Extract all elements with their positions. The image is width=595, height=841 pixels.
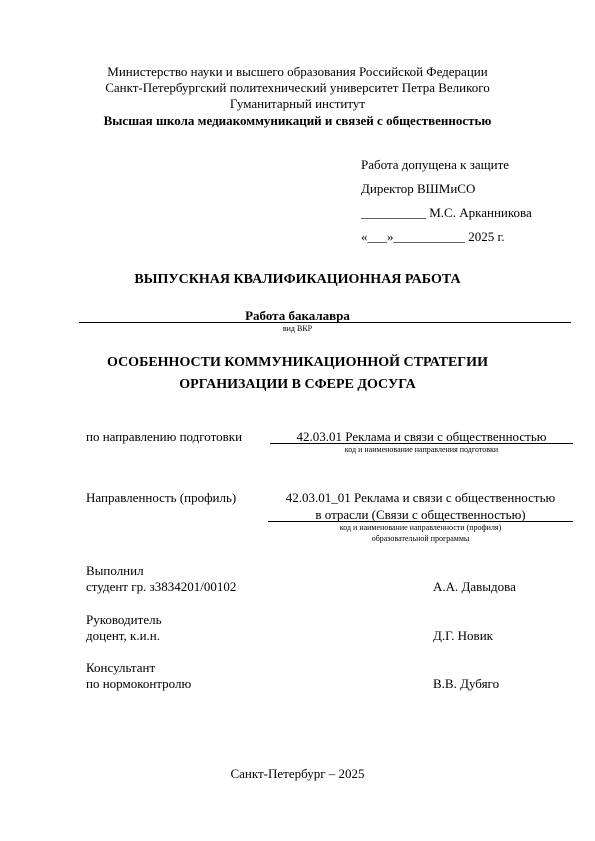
consultant-role: Консультант [86, 660, 156, 675]
consultant-name: В.В. Дубяго [433, 676, 500, 691]
author-group: студент гр. з3834201/00102 [86, 579, 237, 594]
direction-label: по направлению подготовки [86, 429, 243, 444]
topic-line-1: ОСОБЕННОСТИ КОММУНИКАЦИОННОЙ СТРАТЕГИИ [107, 355, 488, 370]
author-name: А.А. Давыдова [433, 579, 516, 594]
approval-signature: __________ М.С. Арканникова [361, 205, 532, 220]
approval-director: Директор ВШМиСО [361, 181, 476, 196]
approval-admitted: Работа допущена к защите [361, 157, 510, 172]
city-year: Санкт-Петербург – 2025 [230, 766, 365, 781]
profile-value-line-2: в отрасли (Связи с общественностью) [315, 507, 526, 522]
supervisor-role: Руководитель [86, 612, 162, 627]
profile-underline [268, 521, 573, 522]
direction-underline [270, 443, 573, 444]
work-type-caption: вид ВКР [282, 324, 313, 333]
topic-line-2: ОРГАНИЗАЦИИ В СФЕРЕ ДОСУГА [179, 377, 416, 392]
profile-caption-line-2: образовательной программы [371, 534, 470, 543]
profile-value-line-1: 42.03.01_01 Реклама и связи с общественностью [285, 490, 556, 505]
supervisor-title: доцент, к.и.н. [86, 628, 160, 643]
university-line: Санкт-Петербургский политехнический университет Петра Великого [105, 80, 490, 95]
school-line: Высшая школа медиакоммуникаций и связей с общественностью [103, 113, 492, 128]
document-title: ВЫПУСКНАЯ КВАЛИФИКАЦИОННАЯ РАБОТА [134, 272, 461, 287]
ministry-line: Министерство науки и высшего образования Российской Федерации [107, 64, 488, 79]
supervisor-name: Д.Г. Новик [433, 628, 493, 643]
institute-line: Гуманитарный институт [229, 96, 366, 111]
consultant-area: по нормоконтролю [86, 676, 192, 691]
profile-label: Направленность (профиль) [86, 490, 237, 505]
direction-caption: код и наименование направления подготовки [344, 445, 499, 454]
work-type-underline [79, 322, 571, 323]
profile-caption-line-1: код и наименование направленности (профиля) [339, 523, 502, 532]
author-role: Выполнил [86, 563, 144, 578]
direction-value: 42.03.01 Реклама и связи с общественностью [296, 429, 547, 444]
work-type: Работа бакалавра [245, 308, 350, 323]
approval-date: «___»___________ 2025 г. [361, 229, 505, 244]
